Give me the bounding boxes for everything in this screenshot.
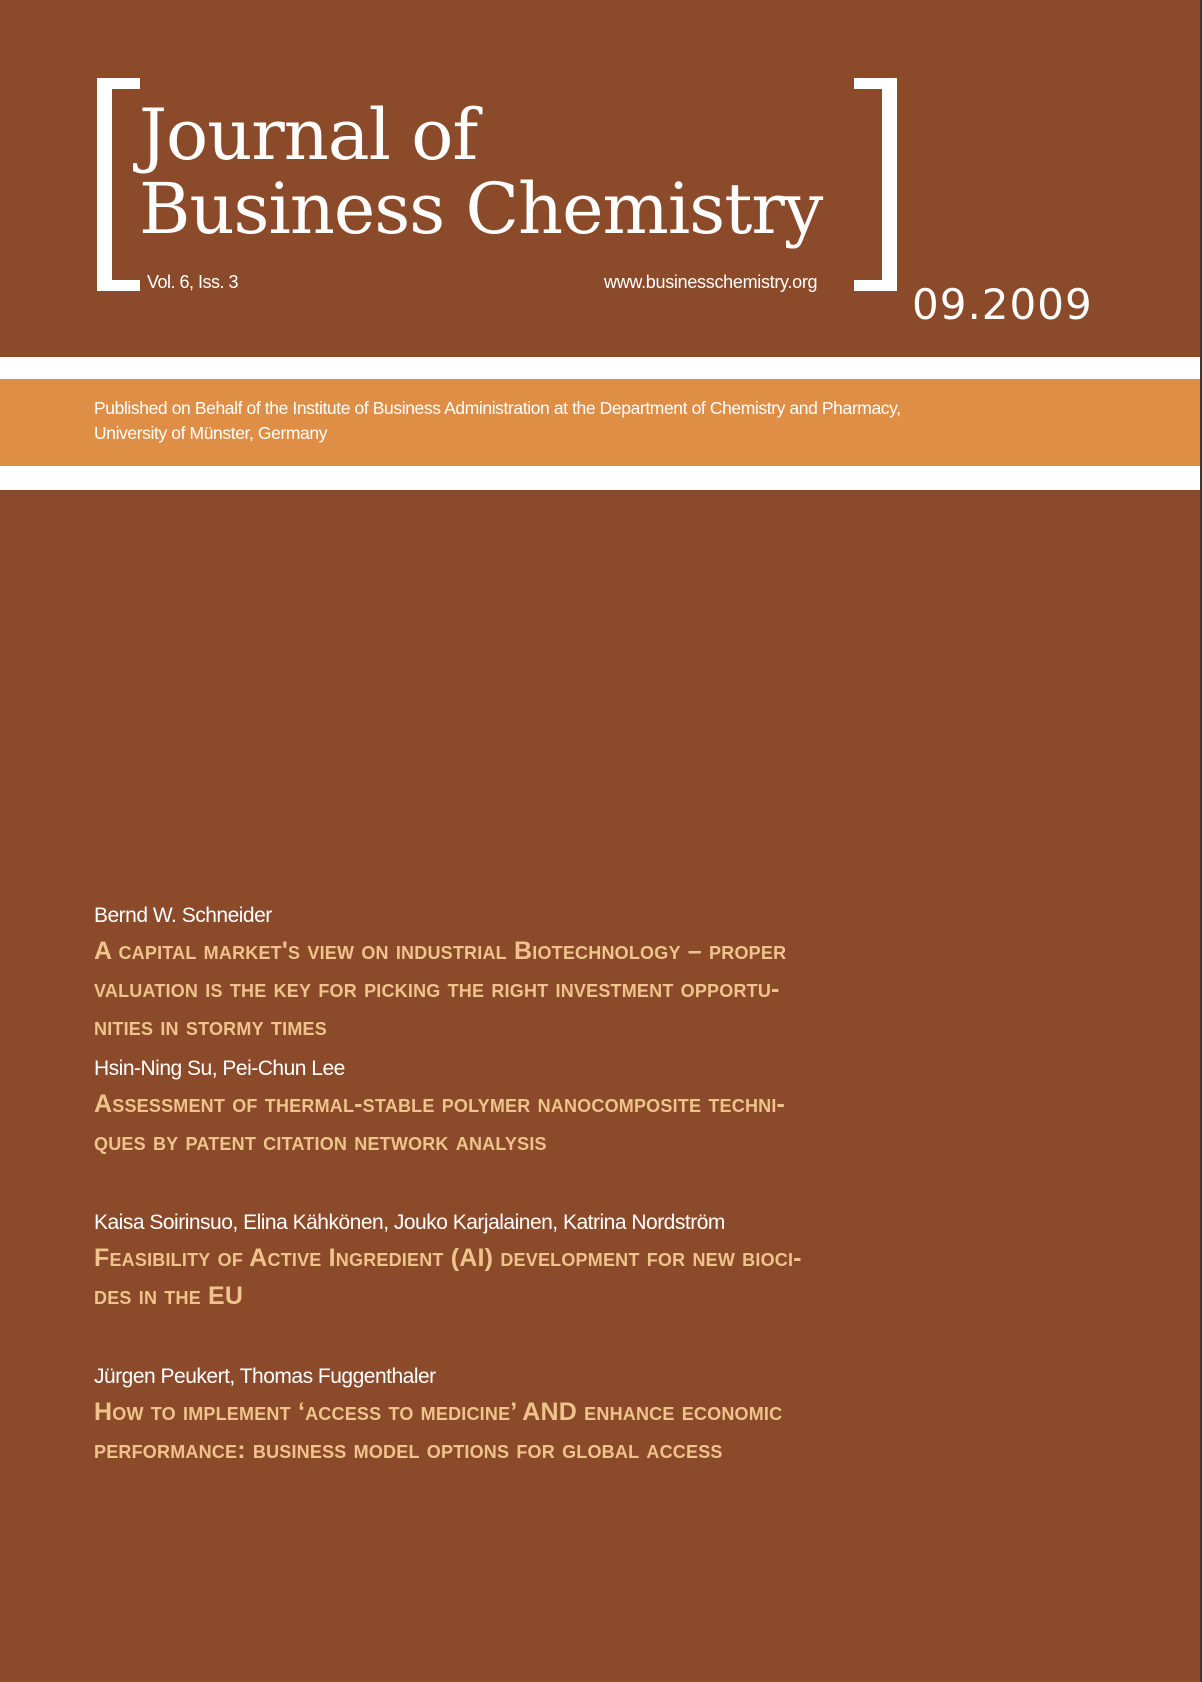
article-title-line: performance: business model options for global access: [94, 1436, 723, 1464]
article-authors: Hsin-Ning Su, Pei-Chun Lee: [94, 1057, 345, 1080]
article-item[interactable]: [94, 902, 1114, 1046]
website-link[interactable]: www.businesschemistry.org: [604, 272, 818, 292]
article-title[interactable]: [94, 1239, 1114, 1315]
journal-title-line-1: Journal of: [139, 94, 478, 176]
article-title[interactable]: [94, 1393, 1114, 1469]
article-item[interactable]: [94, 1209, 1114, 1315]
left-bracket-ornament: [97, 78, 140, 291]
publisher-line-1: Published on Behalf of the Institute of Business Administration at the Department of Chemistry and Pharmacy,: [94, 398, 901, 418]
article-title-line: A capital market's view on industrial Biotechnology – proper: [94, 937, 787, 965]
publisher-line-2: University of Münster, Germany: [94, 423, 328, 443]
article-title[interactable]: [94, 932, 1114, 1046]
divider-band-bottom: [0, 466, 1200, 490]
article-title-line: valuation is the key for picking the right investment opportu-: [94, 975, 780, 1003]
article-title-line: Assessment of thermal-stable polymer nanocomposite techni-: [94, 1090, 786, 1118]
article-title-line: ques by patent citation network analysis: [94, 1128, 547, 1156]
publisher-statement: [94, 396, 1094, 446]
divider-band-top: [0, 357, 1200, 379]
article-title-line: des in the EU: [94, 1282, 244, 1310]
article-title-line: nities in stormy times: [94, 1013, 327, 1041]
article-authors: Jürgen Peukert, Thomas Fuggenthaler: [94, 1365, 436, 1388]
article-authors: Bernd W. Schneider: [94, 904, 272, 927]
article-title[interactable]: [94, 1085, 1114, 1161]
article-item[interactable]: [94, 1363, 1114, 1469]
journal-title-line-2: Business Chemistry: [139, 168, 823, 250]
journal-title: [139, 94, 823, 250]
article-title-line: Feasibility of Active Ingredient (AI) development for new bioci-: [94, 1244, 802, 1272]
article-item[interactable]: [94, 1055, 1114, 1161]
issue-date: 09.2009: [912, 280, 1093, 329]
article-title-line: How to implement ‘access to medicine’ AND enhance economic: [94, 1398, 783, 1426]
right-bracket-ornament: [854, 78, 897, 291]
volume-issue: Vol. 6, Iss. 3: [147, 272, 239, 292]
article-authors: Kaisa Soirinsuo, Elina Kähkönen, Jouko Karjalainen, Katrina Nordström: [94, 1211, 725, 1234]
